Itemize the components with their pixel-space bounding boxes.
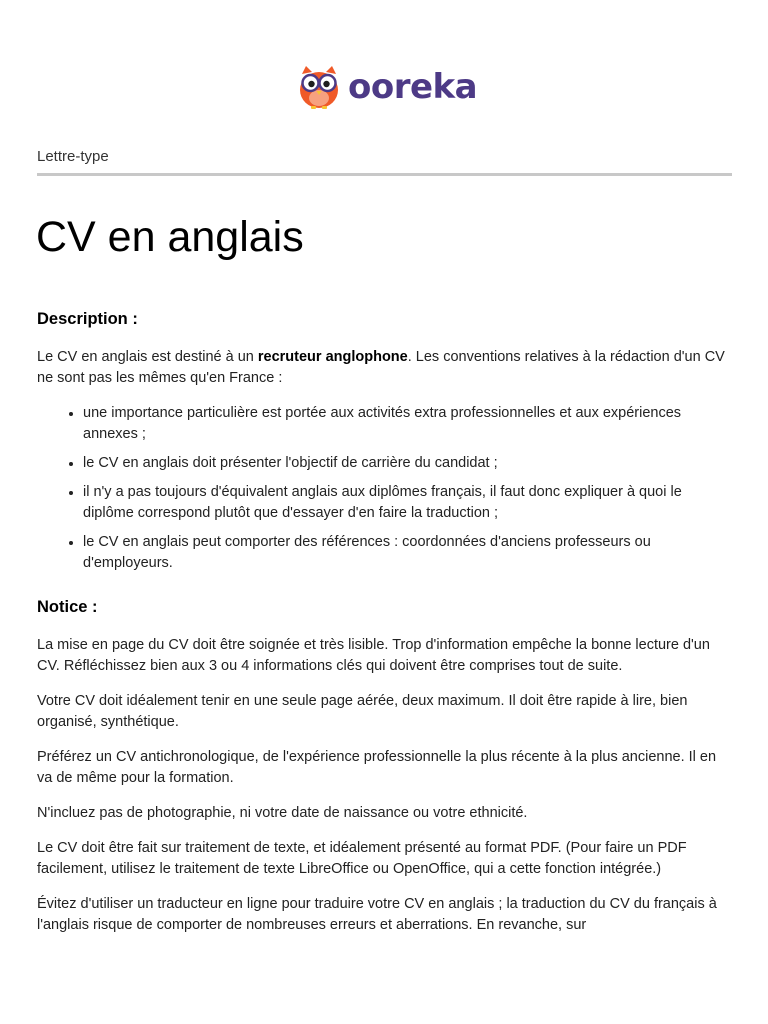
notice-paragraph: Évitez d'utiliser un traducteur en ligne pour traduire votre CV en anglais ; la traduction du CV du français à l'anglais risque de comporter de nombreuses erreurs et aberrations. En revanche, sur [37, 896, 717, 933]
intro-highlight: recruteur anglophone [257, 349, 408, 365]
list-item: • une importance particulière est portée aux activités extra professionnelles et aux expériences annexes ; [83, 403, 732, 445]
list-item: • le CV en anglais doit présenter l'objectif de carrière du candidat ; [83, 453, 732, 474]
brand-name: ooreka [348, 67, 478, 107]
notice-heading: Notice : [37, 598, 98, 616]
owl-logo-icon [296, 64, 342, 110]
brand-logo[interactable] [296, 64, 477, 110]
description-heading: Description : [37, 310, 138, 328]
page-title: CV en anglais [36, 213, 304, 261]
notice-paragraph: La mise en page du CV doit être soignée et très lisible. Trop d'information empêche la bonne lecture d'un CV. Réfléchissez bien aux 3 ou 4 informations clés qui doivent être comprises tout de suite. [37, 637, 710, 674]
notice-paragraph: Le CV doit être fait sur traitement de texte, et idéalement présenté au format PDF. (Pour faire un PDF facilement, utilisez le traitement de texte LibreOffice ou OpenOffice, qui a cette fonction intégrée.) [37, 840, 687, 877]
list-item: • le CV en anglais peut comporter des références : coordonnées d'anciens professeurs ou d'employeurs. [83, 532, 732, 574]
header-divider [37, 173, 732, 176]
document-body [37, 308, 732, 950]
description-list [37, 403, 732, 574]
description-intro: Le CV en anglais est destiné à un recruteur anglophone. Les conventions relatives à la rédaction d'un CV ne sont pas les mêmes qu'en France : [37, 349, 725, 386]
document-category: Lettre-type [37, 148, 109, 165]
list-item: • il n'y a pas toujours d'équivalent anglais aux diplômes français, il faut donc expliquer à quoi le diplôme correspond plutôt que d'essayer d'en faire la traduction ; [83, 482, 732, 524]
notice-paragraph: Préférez un CV antichronologique, de l'expérience professionnelle la plus récente à la plus ancienne. Il en va de même pour la formation. [37, 749, 717, 786]
notice-paragraph: Votre CV doit idéalement tenir en une seule page aérée, deux maximum. Il doit être rapide à lire, bien organisé, synthétique. [37, 693, 688, 730]
notice-paragraph: N'incluez pas de photographie, ni votre date de naissance ou votre ethnicité. [37, 805, 528, 821]
